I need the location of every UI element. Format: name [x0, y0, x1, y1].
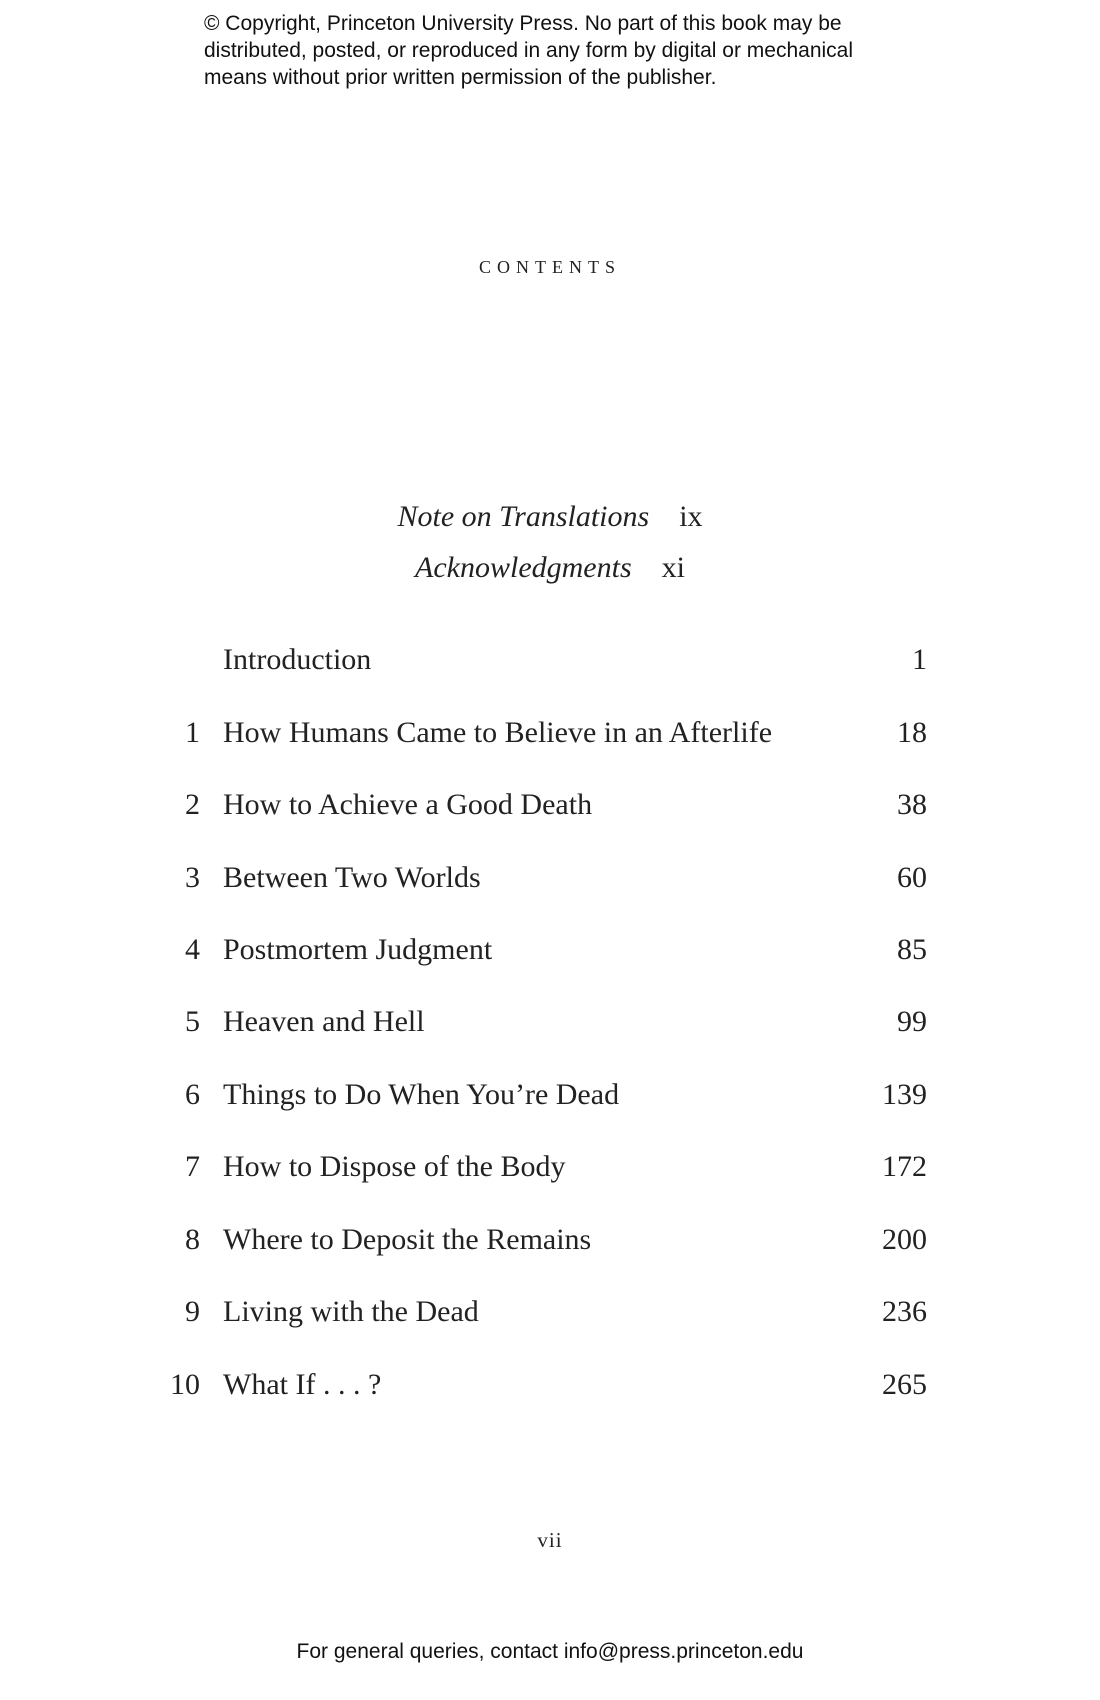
- toc-entry[interactable]: [0, 1005, 1100, 1045]
- chapter-number: 2: [185, 788, 200, 821]
- chapter-page: 236: [882, 1295, 927, 1328]
- chapter-number: 6: [185, 1078, 200, 1111]
- chapter-number: 9: [185, 1295, 200, 1328]
- chapter-title: Things to Do When You’re Dead: [223, 1078, 620, 1111]
- front-matter-page: ix: [679, 500, 703, 533]
- chapter-title: How to Dispose of the Body: [223, 1150, 566, 1183]
- toc-entry[interactable]: [0, 861, 1100, 901]
- front-matter-title: Note on Translations: [397, 500, 650, 533]
- front-matter-page: xi: [661, 551, 685, 584]
- chapter-number: 7: [185, 1150, 200, 1183]
- chapter-page: 18: [897, 716, 927, 749]
- chapter-title: Introduction: [223, 643, 372, 676]
- page-folio: vii: [537, 1528, 563, 1552]
- toc-entry[interactable]: [0, 716, 1100, 756]
- chapter-number: 10: [170, 1368, 200, 1401]
- chapter-page: 38: [897, 788, 927, 821]
- toc-entry[interactable]: [0, 1295, 1100, 1335]
- chapter-page: 99: [897, 1005, 927, 1038]
- copyright-notice: [204, 10, 924, 91]
- contents-heading: contents: [479, 252, 621, 279]
- chapter-page: 265: [882, 1368, 927, 1401]
- toc-entry[interactable]: [0, 933, 1100, 973]
- chapter-title: What If . . . ?: [223, 1368, 382, 1401]
- toc-entry[interactable]: [0, 1368, 1100, 1408]
- chapter-number: 1: [185, 716, 200, 749]
- copyright-line: means without prior written permission of the publisher.: [204, 66, 717, 89]
- chapter-title: Where to Deposit the Remains: [223, 1223, 592, 1256]
- chapter-title: Postmortem Judgment: [223, 933, 493, 966]
- chapter-number: 4: [185, 933, 200, 966]
- chapter-page: 60: [897, 861, 927, 894]
- footer-contact: For general queries, contact info@press.princeton.edu: [296, 1640, 804, 1663]
- chapter-page: 200: [882, 1223, 927, 1256]
- chapter-number: 5: [185, 1005, 200, 1038]
- chapter-number: 8: [185, 1223, 200, 1256]
- copyright-line: © Copyright, Princeton University Press. No part of this book may be: [204, 12, 842, 35]
- chapter-title: How Humans Came to Believe in an Afterlife: [223, 716, 773, 749]
- toc-entry-introduction[interactable]: [0, 643, 1100, 683]
- chapter-title: How to Achieve a Good Death: [223, 788, 593, 821]
- toc-entry[interactable]: [0, 788, 1100, 828]
- chapter-number: 3: [185, 861, 200, 894]
- copyright-line: distributed, posted, or reproduced in any form by digital or mechanical: [204, 39, 854, 62]
- chapter-page: 1: [912, 643, 927, 676]
- front-matter-item[interactable]: [0, 500, 1100, 534]
- chapter-page: 139: [882, 1078, 927, 1111]
- toc-entry[interactable]: [0, 1150, 1100, 1190]
- chapter-title: Between Two Worlds: [223, 861, 481, 894]
- chapter-page: 85: [897, 933, 927, 966]
- chapter-title: Heaven and Hell: [223, 1005, 425, 1038]
- front-matter-title: Acknowledgments: [415, 551, 632, 584]
- toc-entry[interactable]: [0, 1223, 1100, 1263]
- front-matter-item[interactable]: [0, 551, 1100, 585]
- chapter-page: 172: [882, 1150, 927, 1183]
- chapter-title: Living with the Dead: [223, 1295, 479, 1328]
- toc-entry[interactable]: [0, 1078, 1100, 1118]
